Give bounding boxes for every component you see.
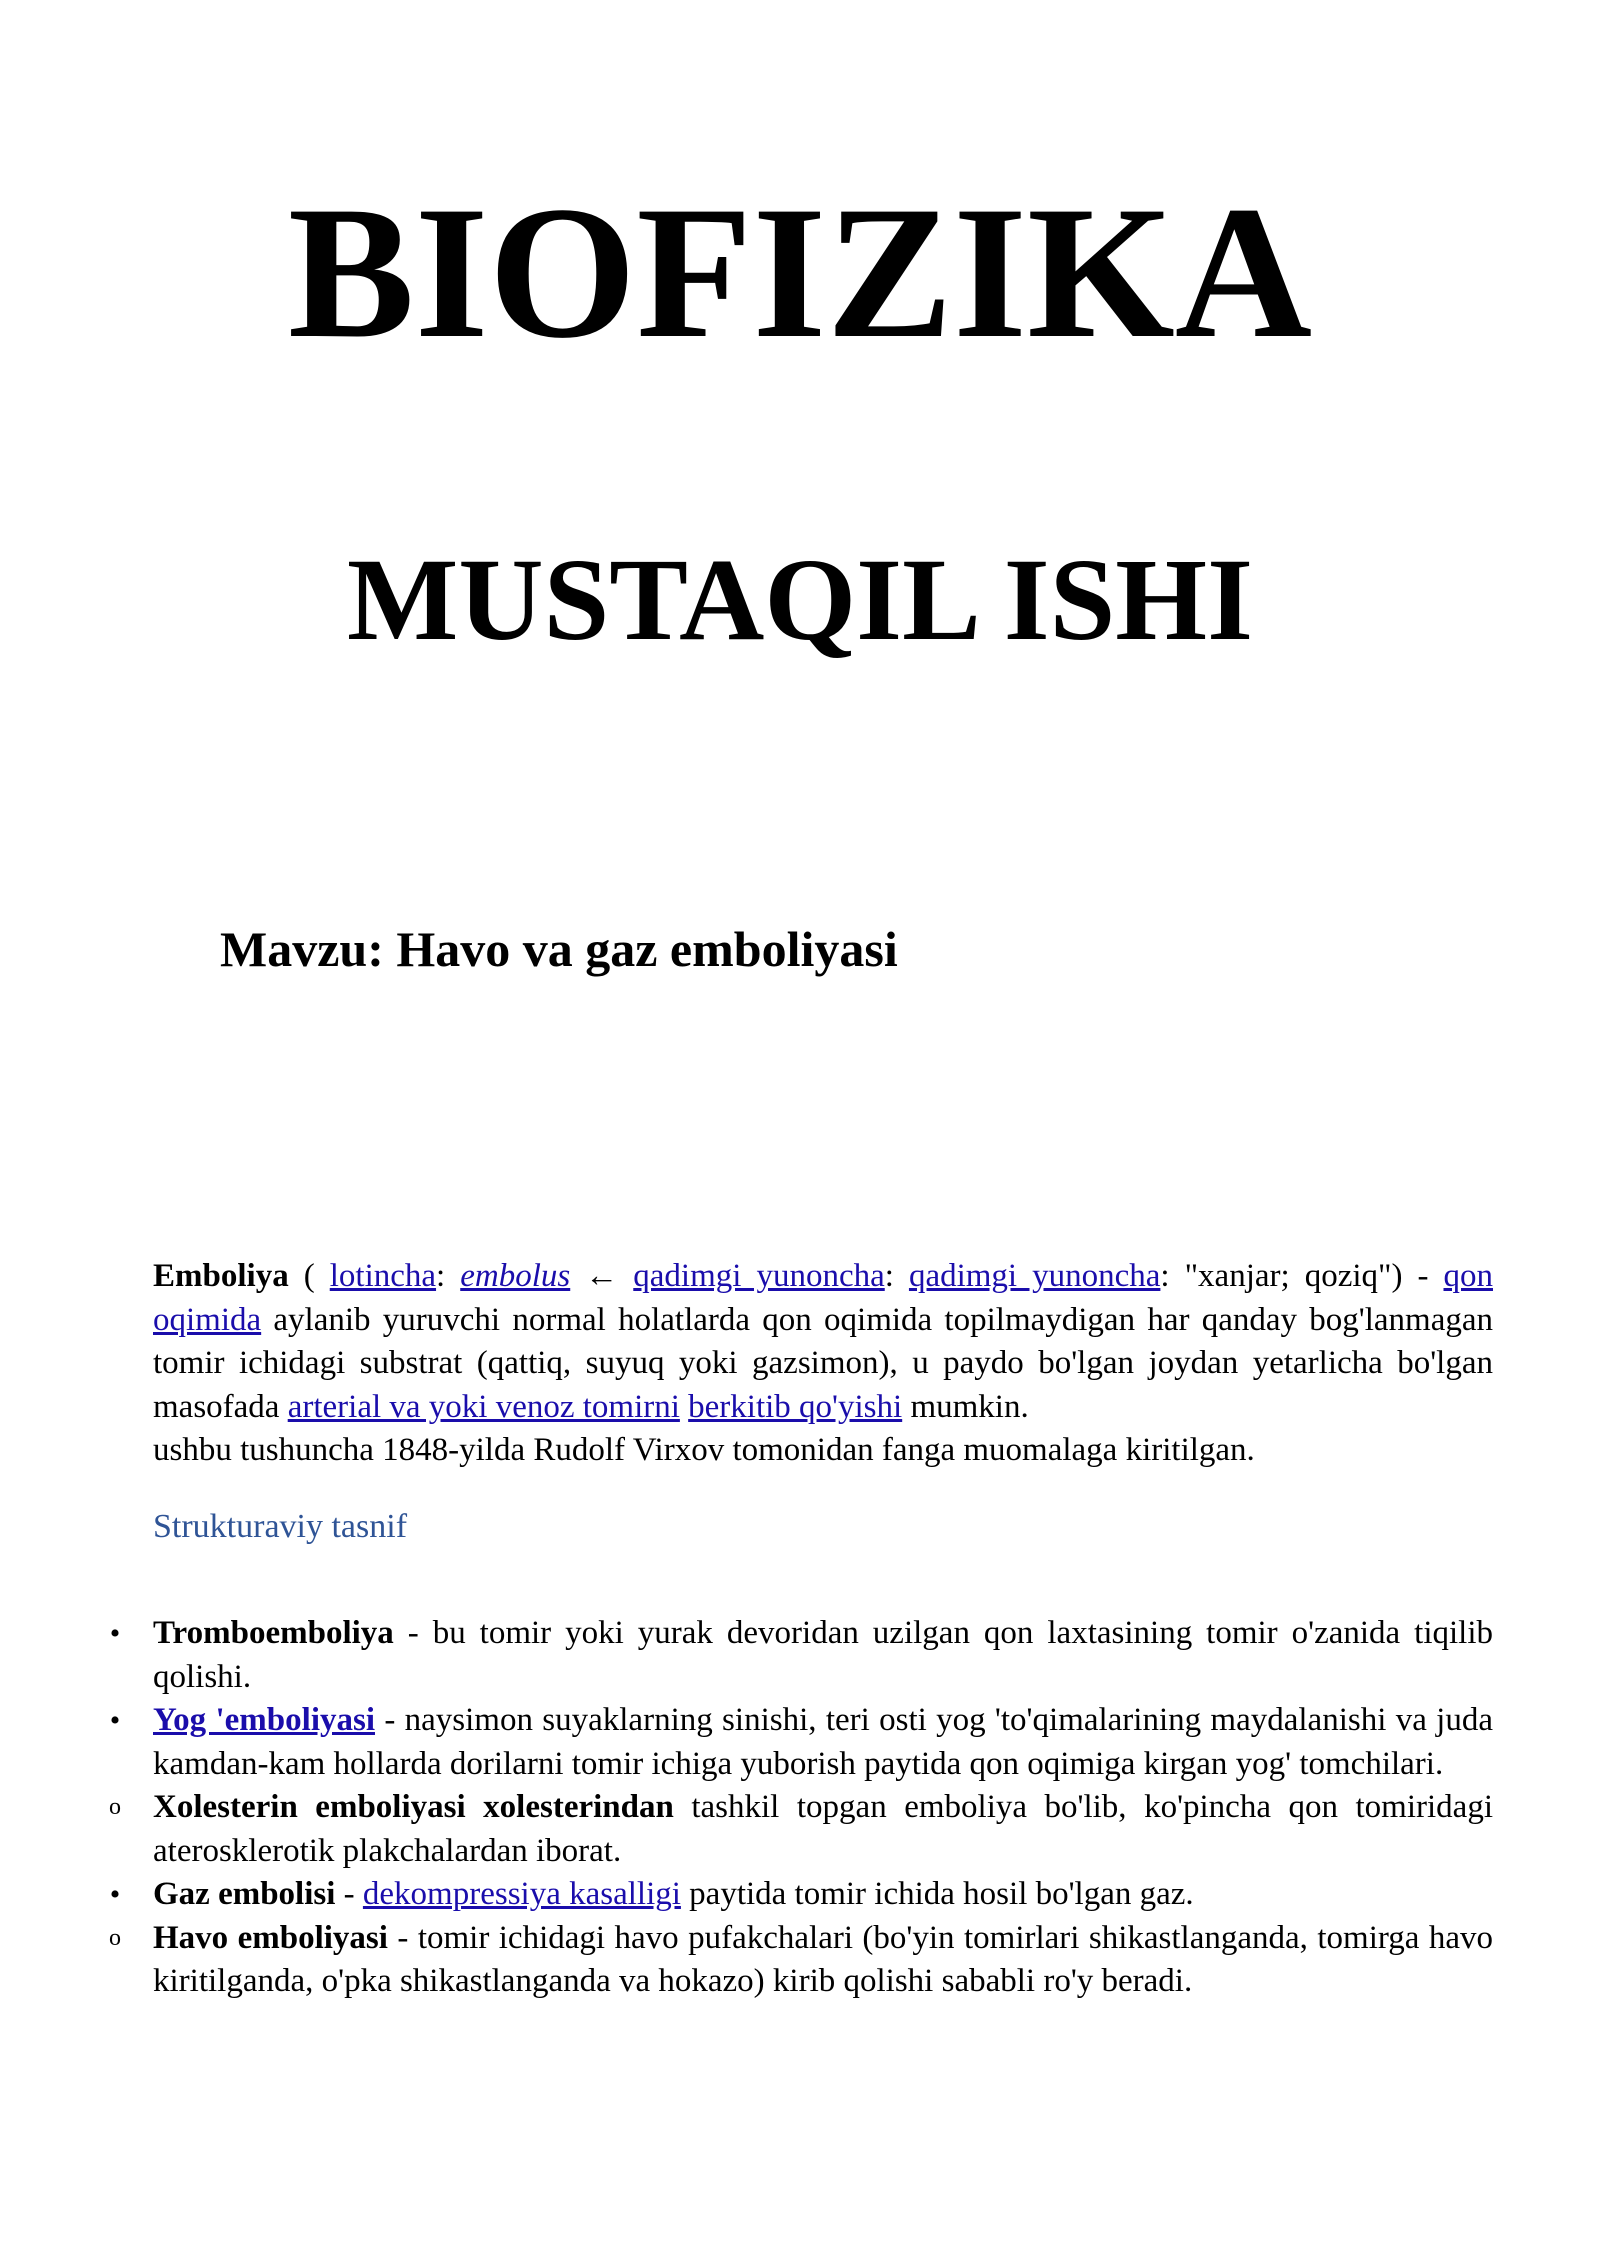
- item-text: paytida tomir ichida hosil bo'lgan gaz.: [680, 1876, 1194, 1912]
- document-title: BIOFIZIKA: [287, 168, 1313, 378]
- bullet-marker: •: [109, 1704, 121, 1737]
- section-subheading: Strukturaviy tasnif: [153, 1507, 408, 1545]
- link-qon-oqimida[interactable]: qon oqimida: [153, 1258, 1493, 1338]
- text-fragment: :: [436, 1258, 461, 1294]
- topic-heading: Mavzu: Havo va gaz emboliyasi: [220, 921, 898, 977]
- link-qadimgi-yunoncha-1[interactable]: qadimgi yunoncha: [633, 1258, 885, 1294]
- item-text: - tomir ichidagi havo pufakchalari (bo'yin tomirlari shikastlanganda, tomirga havo kiritilganda, o'pka shikastlanganda va hokazo) kirib qolishi sababli ro'y beradi.: [153, 1919, 1493, 1999]
- item-term: Tromboemboliya: [153, 1615, 394, 1651]
- text-fragment: [680, 1389, 688, 1425]
- item-text: - naysimon suyaklarning sinishi, teri osti yog 'to'qimalarining maydalanishi va juda kamdan-kam hollarda dorilarni tomir ichiga yuborish paytida qon oqimiga kirgan yog' tomchilari.: [153, 1702, 1493, 1782]
- classification-list: [109, 1612, 1493, 2004]
- definition-paragraph: [153, 1255, 1493, 1429]
- link-berkitib[interactable]: berkitib qo'yishi: [688, 1388, 903, 1425]
- link-yog-emboliyasi[interactable]: Yog 'emboliyasi: [153, 1702, 375, 1738]
- text-fragment: aylanib yuruvchi normal holatlarda qon oqimida topilmaydigan har qanday bog'lanmagan tomir ichidagi substrat (qattiq, suyuq yoki gazsimon), u paydo bo'lgan joydan yetarlicha bo'lgan masofada: [153, 1301, 1493, 1425]
- bullet-marker: •: [109, 1617, 121, 1650]
- list-item: [109, 1873, 1493, 1917]
- link-lotincha[interactable]: lotincha: [329, 1258, 437, 1294]
- item-term: Gaz embolisi: [153, 1876, 336, 1912]
- text-fragment: :: [884, 1258, 909, 1294]
- list-item: [109, 1612, 1493, 1699]
- text-fragment: : "xanjar; qoziq") -: [1160, 1258, 1444, 1294]
- link-dekompressiya[interactable]: dekompressiya kasalligi: [362, 1876, 681, 1912]
- arrow-symbol: ←: [570, 1258, 634, 1294]
- list-item: [109, 1917, 1493, 2004]
- item-text: - bu tomir yoki yurak devoridan uzilgan qon laxtasining tomir o'zanida tiqilib qolishi.: [153, 1615, 1493, 1695]
- circle-marker: o: [109, 1924, 121, 1951]
- list-item: [109, 1786, 1493, 1873]
- item-term: Havo emboliyasi: [153, 1919, 388, 1956]
- intro-section: [153, 1255, 1493, 1548]
- history-paragraph: ushbu tushuncha 1848-yilda Rudolf Virxov tomonidan fanga muomalaga kiritilgan.: [153, 1432, 1255, 1468]
- term-emboliya: Emboliya: [153, 1258, 289, 1294]
- document-subtitle: MUSTAQIL ISHI: [346, 534, 1254, 665]
- text-fragment: -: [335, 1876, 363, 1912]
- link-embolus[interactable]: embolus: [460, 1258, 571, 1294]
- bullet-marker: •: [109, 1878, 121, 1911]
- item-term: Xolesterin emboliyasi xolesterindan: [153, 1789, 674, 1825]
- text-fragment: (: [288, 1258, 330, 1294]
- list-item: [109, 1699, 1493, 1786]
- item-text: tashkil topgan emboliya bo'lib, ko'pincha qon tomiridagi aterosklerotik plakchalardan iborat.: [153, 1789, 1493, 1869]
- link-qadimgi-yunoncha-2[interactable]: qadimgi yunoncha: [908, 1258, 1161, 1294]
- link-arterial-venoz[interactable]: arterial va yoki venoz tomirni: [287, 1388, 680, 1425]
- text-fragment: mumkin.: [902, 1388, 1029, 1425]
- circle-marker: o: [109, 1794, 121, 1820]
